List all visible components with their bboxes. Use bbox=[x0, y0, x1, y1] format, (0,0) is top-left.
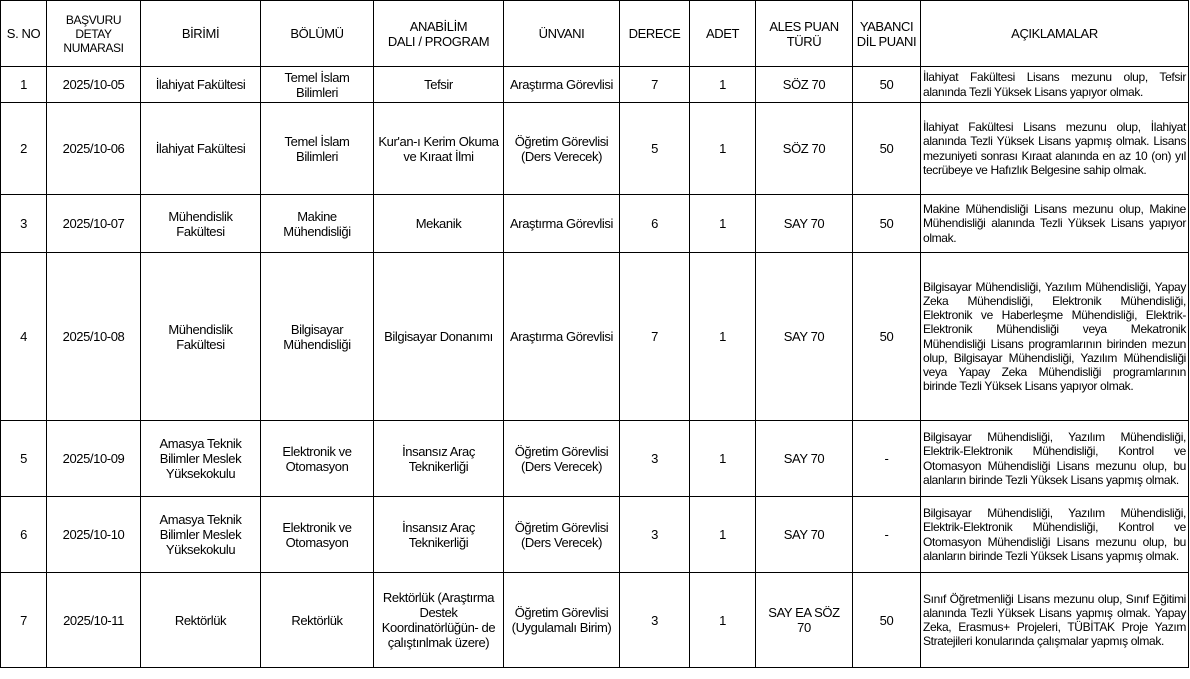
cell-ales-line: 70 bbox=[797, 620, 811, 635]
header-ales-line: ALES PUAN bbox=[769, 18, 839, 34]
cell-ales-line: SAY 70 bbox=[783, 451, 825, 466]
cell-birimi-line: İlahiyat Fakültesi bbox=[155, 77, 246, 92]
cell-unvani bbox=[504, 573, 620, 668]
cell-anabilim bbox=[374, 195, 504, 253]
cell-basvuru: 2025/10-09 bbox=[47, 421, 141, 497]
cell-ales-line: SAY 70 bbox=[783, 329, 825, 344]
header-ales bbox=[756, 1, 853, 67]
table-body bbox=[1, 67, 1189, 668]
header-basvuru-line: DETAY bbox=[75, 26, 112, 41]
table-row bbox=[1, 67, 1189, 103]
cell-bolumu-line: Elektronik ve bbox=[282, 443, 352, 459]
cell-birimi-line: Bilimler Meslek bbox=[159, 451, 242, 466]
cell-birimi-line: İlahiyat Fakültesi bbox=[155, 141, 246, 156]
cell-ales-line: SÖZ 70 bbox=[782, 77, 826, 92]
cell-basvuru: 2025/10-07 bbox=[47, 195, 141, 253]
cell-anabilim-line: İnsansız Araç bbox=[402, 519, 475, 535]
cell-unvani bbox=[504, 421, 620, 497]
cell-adet: 1 bbox=[690, 573, 756, 668]
cell-anabilim-line: Rektörlük (Araştırma bbox=[382, 590, 495, 605]
cell-aciklama: Bilgisayar Mühendisliği, Yazılım Mühendisliği, Yapay Zeka Mühendisliği, Elektronik Mühendisliği, Elektronik ve Haberleşme Mühendisliği, Elektrik-Elektronik Mühendisliği veya Mekatronik Mühendisliği Lisans programlarının birinden mezun olup, Bilgisayar Mühendisliği, Yazılım Mühendisliği veya Yapay Zeka Mühendisliği programlarının birinde Tezli Yüksek Lisans yapıyor olmak. bbox=[921, 253, 1189, 421]
cell-bolumu-line: Makine bbox=[297, 208, 337, 224]
cell-anabilim-line: İnsansız Araç bbox=[402, 443, 475, 459]
header-bolumu: BÖLÜMÜ bbox=[261, 1, 374, 67]
cell-bolumu-line: Bilgisayar bbox=[290, 321, 344, 337]
cell-anabilim-line: çalıştınlmak üzere) bbox=[387, 635, 490, 650]
header-anabilim-line: ANABİLİM bbox=[409, 18, 468, 34]
cell-derece: 7 bbox=[620, 67, 690, 103]
cell-basvuru: 2025/10-06 bbox=[47, 103, 141, 195]
cell-anabilim-line: Tefsir bbox=[424, 77, 453, 92]
cell-derece: 3 bbox=[620, 573, 690, 668]
cell-ales-line: SÖZ 70 bbox=[782, 141, 826, 156]
cell-unvani bbox=[504, 253, 620, 421]
cell-bolumu bbox=[261, 103, 374, 195]
cell-sno: 6 bbox=[1, 497, 47, 573]
header-anabilim-line: DALI / PROGRAM bbox=[387, 33, 490, 49]
header-anabilim bbox=[374, 1, 504, 67]
cell-unvani-line: (Ders Verecek) bbox=[520, 458, 603, 474]
header-basvuru bbox=[47, 1, 141, 67]
table-row bbox=[1, 497, 1189, 573]
cell-bolumu-line: Mühendisliği bbox=[283, 223, 351, 239]
cell-bolumu bbox=[261, 573, 374, 668]
cell-birimi-line: Fakültesi bbox=[176, 336, 225, 352]
cell-sno: 5 bbox=[1, 421, 47, 497]
cell-bolumu bbox=[261, 195, 374, 253]
cell-birimi bbox=[141, 195, 261, 253]
cell-unvani-line: (Uygulamalı Birim) bbox=[511, 620, 612, 635]
cell-yabanci: 50 bbox=[853, 103, 921, 195]
cell-unvani-line: Öğretim Görevlisi bbox=[514, 133, 609, 149]
cell-bolumu-line: Bilimleri bbox=[296, 84, 338, 100]
cell-unvani-line: Öğretim Görevlisi bbox=[514, 605, 609, 620]
cell-unvani bbox=[504, 497, 620, 573]
cell-bolumu-line: Mühendisliği bbox=[283, 336, 351, 352]
table-row bbox=[1, 195, 1189, 253]
cell-bolumu-line: Otomasyon bbox=[285, 458, 349, 474]
cell-ales bbox=[756, 497, 853, 573]
cell-yabanci: 50 bbox=[853, 195, 921, 253]
cell-birimi bbox=[141, 103, 261, 195]
table-row bbox=[1, 253, 1189, 421]
header-basvuru-line: NUMARASI bbox=[63, 40, 124, 55]
cell-bolumu-line: Temel İslam bbox=[284, 133, 350, 149]
cell-anabilim bbox=[374, 573, 504, 668]
header-unvani: ÜNVANI bbox=[504, 1, 620, 67]
cell-anabilim-line: Destek bbox=[419, 605, 458, 620]
cell-adet: 1 bbox=[690, 253, 756, 421]
cell-sno: 1 bbox=[1, 67, 47, 103]
cell-anabilim-line: Teknikerliği bbox=[408, 534, 469, 550]
cell-birimi-line: Rektörlük bbox=[174, 612, 227, 628]
cell-yabanci: 50 bbox=[853, 67, 921, 103]
cell-adet: 1 bbox=[690, 103, 756, 195]
cell-birimi-line: Fakültesi bbox=[176, 223, 225, 239]
cell-ales-line: SAY EA SÖZ bbox=[768, 605, 840, 620]
cell-anabilim-line: Koordinatörlüğün- de bbox=[381, 620, 496, 635]
cell-anabilim bbox=[374, 103, 504, 195]
cell-anabilim-line: ve Kıraat İlmi bbox=[403, 148, 474, 164]
table-row bbox=[1, 103, 1189, 195]
cell-basvuru: 2025/10-05 bbox=[47, 67, 141, 103]
cell-bolumu bbox=[261, 253, 374, 421]
cell-unvani bbox=[504, 195, 620, 253]
cell-yabanci: 50 bbox=[853, 573, 921, 668]
cell-bolumu-line: Elektronik ve bbox=[282, 519, 352, 535]
cell-basvuru: 2025/10-08 bbox=[47, 253, 141, 421]
cell-sno: 7 bbox=[1, 573, 47, 668]
cell-adet: 1 bbox=[690, 195, 756, 253]
cell-derece: 7 bbox=[620, 253, 690, 421]
cell-ales bbox=[756, 253, 853, 421]
cell-unvani bbox=[504, 103, 620, 195]
cell-anabilim-line: Kur'an-ı Kerim Okuma bbox=[378, 133, 499, 149]
cell-birimi-line: Yüksekokulu bbox=[165, 466, 236, 481]
header-row bbox=[1, 1, 1189, 67]
cell-unvani-line: Öğretim Görevlisi bbox=[514, 519, 609, 535]
cell-anabilim bbox=[374, 253, 504, 421]
cell-unvani-line: Öğretim Görevlisi bbox=[514, 443, 609, 459]
cell-yabanci: - bbox=[853, 421, 921, 497]
cell-derece: 6 bbox=[620, 195, 690, 253]
cell-ales bbox=[756, 103, 853, 195]
header-yabanci bbox=[853, 1, 921, 67]
header-aciklamalar: AÇIKLAMALAR bbox=[921, 1, 1189, 67]
cell-derece: 3 bbox=[620, 421, 690, 497]
cell-unvani-line: (Ders Verecek) bbox=[520, 148, 603, 164]
cell-birimi bbox=[141, 497, 261, 573]
cell-yabanci: 50 bbox=[853, 253, 921, 421]
cell-adet: 1 bbox=[690, 421, 756, 497]
header-adet: ADET bbox=[690, 1, 756, 67]
cell-unvani-line: Araştırma Görevlisi bbox=[510, 216, 613, 231]
cell-birimi bbox=[141, 421, 261, 497]
header-ales-line: TÜRÜ bbox=[786, 33, 822, 49]
cell-adet: 1 bbox=[690, 67, 756, 103]
cell-bolumu-line: Bilimleri bbox=[296, 148, 338, 164]
cell-ales bbox=[756, 573, 853, 668]
cell-aciklama: İlahiyat Fakültesi Lisans mezunu olup, İlahiyat alanında Tezli Yüksek Lisans yapmış olmak. Lisans mezuniyeti sonrası Kıraat alanında en az 10 (on) yıl tecrübeye ve Hafızlık Belgesine sahip olmak. bbox=[921, 103, 1189, 195]
cell-birimi-line: Mühendislik bbox=[168, 208, 233, 224]
table-row bbox=[1, 421, 1189, 497]
cell-aciklama: İlahiyat Fakültesi Lisans mezunu olup, Tefsir alanında Tezli Yüksek Lisans yapıyor olmak. bbox=[921, 67, 1189, 103]
cell-bolumu-line: Otomasyon bbox=[285, 534, 349, 550]
header-derece: DERECE bbox=[620, 1, 690, 67]
cell-birimi-line: Yüksekokulu bbox=[165, 542, 236, 557]
cell-anabilim bbox=[374, 67, 504, 103]
cell-aciklama: Sınıf Öğretmenliği Lisans mezunu olup, Sınıf Eğitimi alanında Tezli Yüksek Lisans yapmış olmak. Yapay Zeka, Erasmus+ Projeleri, TÜBİTAK Proje Yazım Stratejileri konularında çalışmalar yapmış olmak. bbox=[921, 573, 1189, 668]
cell-ales bbox=[756, 67, 853, 103]
cell-adet: 1 bbox=[690, 497, 756, 573]
cell-ales bbox=[756, 195, 853, 253]
header-birimi: BİRİMİ bbox=[141, 1, 261, 67]
cell-anabilim-line: Bilgisayar Donanımı bbox=[384, 329, 493, 344]
cell-basvuru: 2025/10-10 bbox=[47, 497, 141, 573]
header-basvuru-line: BAŞVURU bbox=[65, 12, 122, 27]
cell-unvani bbox=[504, 67, 620, 103]
cell-basvuru: 2025/10-11 bbox=[47, 573, 141, 668]
cell-bolumu-line: Rektörlük bbox=[291, 612, 343, 628]
cell-derece: 5 bbox=[620, 103, 690, 195]
cell-birimi bbox=[141, 67, 261, 103]
cell-bolumu bbox=[261, 421, 374, 497]
cell-anabilim-line: Mekanik bbox=[415, 216, 462, 231]
cell-birimi bbox=[141, 573, 261, 668]
cell-birimi bbox=[141, 253, 261, 421]
cell-birimi-line: Mühendislik bbox=[168, 321, 233, 337]
header-sno: S. NO bbox=[1, 1, 47, 67]
cell-anabilim bbox=[374, 421, 504, 497]
cell-anabilim-line: Teknikerliği bbox=[408, 458, 469, 474]
cell-unvani-line: Araştırma Görevlisi bbox=[510, 329, 613, 344]
cell-unvani-line: (Ders Verecek) bbox=[520, 534, 603, 550]
cell-bolumu bbox=[261, 67, 374, 103]
cell-aciklama: Makine Mühendisliği Lisans mezunu olup, Makine Mühendisliği alanında Tezli Yüksek Lisans yapıyor olmak. bbox=[921, 195, 1189, 253]
cell-derece: 3 bbox=[620, 497, 690, 573]
cell-sno: 2 bbox=[1, 103, 47, 195]
header-yabanci-line: DİL PUANI bbox=[856, 33, 917, 49]
cell-anabilim bbox=[374, 497, 504, 573]
cell-birimi-line: Amasya Teknik bbox=[159, 512, 242, 527]
cell-aciklama: Bilgisayar Mühendisliği, Yazılım Mühendisliği, Elektrik-Elektronik Mühendisliği, Kontrol ve Otomasyon Mühendisliği Lisans mezunu olup, bu alanların birinde Tezli Yüksek Lisans yapmış olmak. bbox=[921, 421, 1189, 497]
cell-unvani-line: Araştırma Görevlisi bbox=[510, 77, 613, 92]
cell-aciklama: Bilgisayar Mühendisliği, Yazılım Mühendisliği, Elektrik-Elektronik Mühendisliği, Kontrol ve Otomasyon Mühendisliği Lisans mezunu olup, bu alanların birinde Tezli Yüksek Lisans yapmış olmak. bbox=[921, 497, 1189, 573]
cell-bolumu-line: Temel İslam bbox=[284, 69, 350, 85]
cell-bolumu bbox=[261, 497, 374, 573]
cell-yabanci: - bbox=[853, 497, 921, 573]
cell-sno: 4 bbox=[1, 253, 47, 421]
cell-ales-line: SAY 70 bbox=[783, 527, 825, 542]
cell-ales bbox=[756, 421, 853, 497]
cell-birimi-line: Amasya Teknik bbox=[159, 436, 242, 451]
cell-birimi-line: Bilimler Meslek bbox=[159, 527, 242, 542]
cell-sno: 3 bbox=[1, 195, 47, 253]
header-yabanci-line: YABANCI bbox=[859, 18, 914, 34]
cell-ales-line: SAY 70 bbox=[783, 216, 825, 231]
table-row bbox=[1, 573, 1189, 668]
